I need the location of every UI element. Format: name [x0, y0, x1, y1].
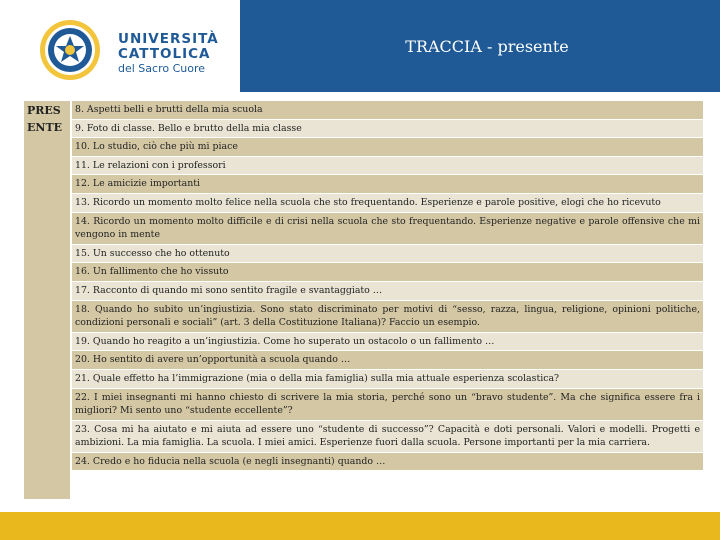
prompt-list: [72, 101, 703, 471]
footer-band: [0, 512, 720, 540]
list-item: 8. Aspetti belli e brutti della mia scuola: [72, 101, 703, 120]
list-item: 24. Credo e ho fiducia nella scuola (e negli insegnanti) quando …: [72, 453, 703, 472]
list-item: 15. Un successo che ho ottenuto: [72, 245, 703, 264]
university-logo: [38, 18, 218, 82]
logo-line-2: CATTOLICA: [118, 46, 211, 62]
section-label-cell: [24, 101, 70, 499]
seal-icon: [38, 18, 102, 82]
list-item: 19. Quando ho reagito a un’ingiustizia. Come ho superato un ostacolo o un fallimento …: [72, 333, 703, 352]
logo-wordmark: [118, 32, 219, 75]
list-item: 12. Le amicizie importanti: [72, 175, 703, 194]
list-item: 21. Quale effetto ha l’immigrazione (mia o della mia famiglia) sulla mia attuale esperienza scolastica?: [72, 370, 703, 389]
list-item: 13. Ricordo un momento molto felice nella scuola che sto frequentando. Esperienze e parole positive, elogi che ho ricevuto: [72, 194, 703, 213]
list-item: 9. Foto di classe. Bello e brutto della mia classe: [72, 120, 703, 139]
list-item: 14. Ricordo un momento molto difficile e di crisi nella scuola che sto frequentando. Esperienze negative e parole offensive che mi vengono in mente: [72, 213, 703, 245]
list-item: 16. Un fallimento che ho vissuto: [72, 263, 703, 282]
list-item: 23. Cosa mi ha aiutato e mi aiuta ad essere uno “studente di successo”? Capacità e doti personali. Valori e modelli. Progetti e ambizioni. La mia famiglia. La scuola. I miei amici. Esperienze fuori dalla scuola. Persone importanti per la mia carriera.: [72, 421, 703, 453]
list-item: 18. Quando ho subito un’ingiustizia. Sono stato discriminato per motivi di “sesso, razza, lingua, religione, opinioni politiche, condizioni personali e sociali” (art. 3 della Costituzione Italiana)? Faccio un esempio.: [72, 301, 703, 333]
logo-line-1: UNIVERSITÀ: [118, 31, 219, 47]
list-item: 17. Racconto di quando mi sono sentito fragile e svantaggiato …: [72, 282, 703, 301]
list-item: 11. Le relazioni con i professori: [72, 157, 703, 176]
slide-title: TRACCIA - presente: [405, 36, 569, 56]
section-label: PRESENTE: [27, 104, 63, 134]
list-item: 20. Ho sentito di avere un’opportunità a scuola quando …: [72, 351, 703, 370]
list-item: 10. Lo studio, ciò che più mi piace: [72, 138, 703, 157]
logo-line-3: del Sacro Cuore: [118, 62, 206, 75]
list-item: 22. I miei insegnanti mi hanno chiesto di scrivere la mia storia, perché sono un “bravo studente”. Ma che significa essere fra i migliori? Mi sento uno “studente eccellente”?: [72, 389, 703, 421]
